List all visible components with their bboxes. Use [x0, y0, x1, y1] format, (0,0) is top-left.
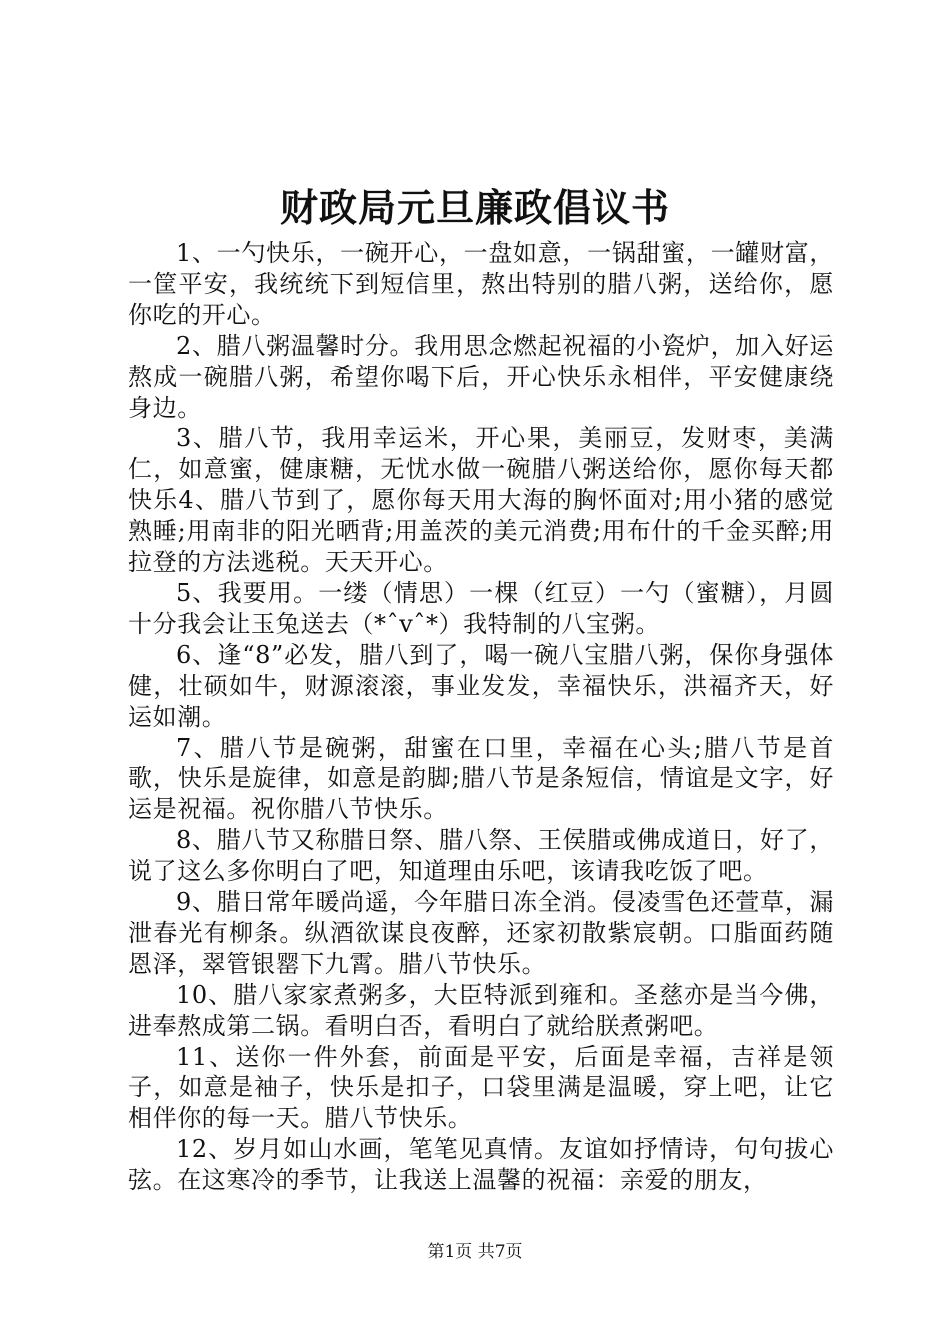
document-body	[128, 238, 834, 1196]
page-footer: 第1页 共7页	[427, 1242, 523, 1262]
paragraph-10: 10、腊八家家煮粥多，大臣特派到雍和。圣慈亦是当今佛，进奉熬成第二锅。看明白否，看明白了就给朕煮粥吧。	[128, 980, 834, 1040]
paragraph-2: 2、腊八粥温馨时分。我用思念燃起祝福的小瓷炉，加入好运熬成一碗腊八粥，希望你喝下后，开心快乐永相伴，平安健康绕身边。	[128, 331, 834, 422]
paragraph-7: 7、腊八节是碗粥，甜蜜在口里，幸福在心头;腊八节是首歌，快乐是旋律，如意是韵脚;腊八节是条短信，情谊是文字，好运是祝福。祝你腊八节快乐。	[128, 733, 834, 824]
paragraph-3: 3、腊八节，我用幸运米，开心果，美丽豆，发财枣，美满仁，如意蜜，健康糖，无忧水做一碗腊八粥送给你，愿你每天都快乐4、腊八节到了，愿你每天用大海的胸怀面对;用小猪的感觉熟睡;用南非的阳光晒背;用盖茨的美元消费;用布什的千金买醉;用拉登的方法逃税。天天开心。	[128, 424, 834, 577]
document-title: 财政局元旦廉政倡议书	[279, 185, 670, 230]
paragraph-5: 5、我要用。一缕（情思）一棵（红豆）一勺（蜜糖），月圆十分我会让玉兔送去（*ˆvˆ*）我特制的八宝粥。	[128, 578, 834, 638]
paragraph-8: 8、腊八节又称腊日祭、腊八祭、王侯腊或佛成道日，好了，说了这么多你明白了吧，知道理由乐吧，该请我吃饭了吧。	[128, 826, 834, 886]
paragraph-6: 6、逢“8”必发，腊八到了，喝一碗八宝腊八粥，保你身强体健，壮硕如牛，财源滚滚，事业发发，幸福快乐，洪福齐天，好运如潮。	[128, 640, 834, 731]
paragraph-12: 12、岁月如山水画，笔笔见真情。友谊如抒情诗，句句拔心弦。在这寒冷的季节，让我送上温馨的祝福：亲爱的朋友，	[128, 1135, 834, 1195]
paragraph-1: 1、一勺快乐，一碗开心，一盘如意，一锅甜蜜，一罐财富，一筐平安，我统统下到短信里，熬出特别的腊八粥，送给你，愿你吃的开心。	[128, 239, 834, 329]
paragraph-11: 11、送你一件外套，前面是平安，后面是幸福，吉祥是领子，如意是袖子，快乐是扣子，口袋里满是温暖，穿上吧，让它相伴你的每一天。腊八节快乐。	[128, 1042, 834, 1133]
paragraph-9: 9、腊日常年暖尚遥，今年腊日冻全消。侵凌雪色还萱草，漏泄春光有柳条。纵酒欲谋良夜醉，还家初散紫宸朝。口脂面药随恩泽，翠管银罂下九霄。腊八节快乐。	[128, 888, 834, 978]
